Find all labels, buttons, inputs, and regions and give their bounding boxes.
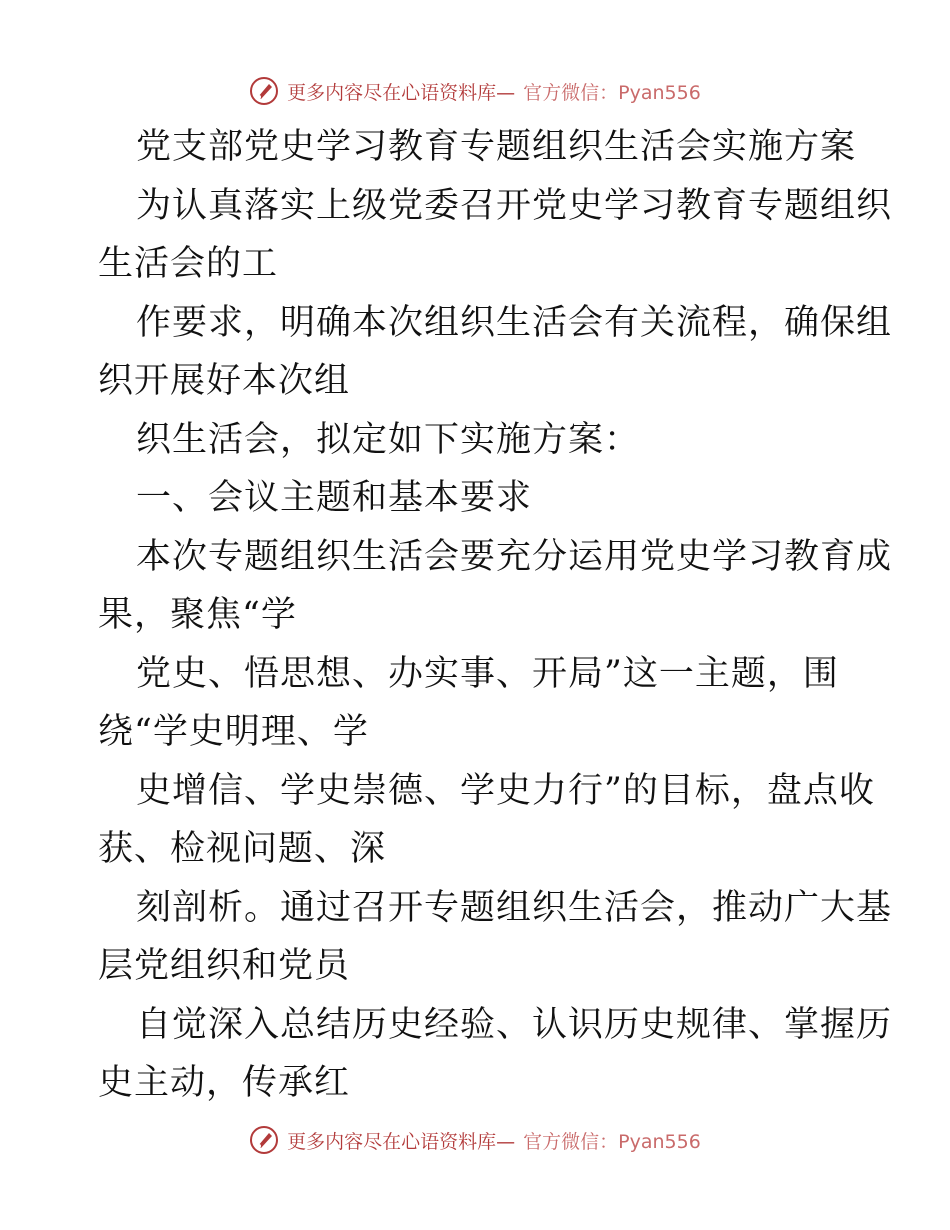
pen-logo-icon bbox=[249, 1125, 279, 1155]
text-line: 本次专题组织生活会要充分运用党史学习教育成 bbox=[136, 536, 893, 577]
text-line: 史增信、学史崇德、学史力行”的目标，盘点收 bbox=[136, 770, 875, 811]
banner-wechat: 官方微信：Pyan556 bbox=[523, 1130, 701, 1153]
text-line: 获、检视问题、深 bbox=[98, 829, 387, 869]
text-line: 自觉深入总结历史经验、认识历史规律、掌握历 bbox=[136, 1004, 893, 1045]
banner-wechat: 官方微信：Pyan556 bbox=[523, 81, 701, 104]
document-body bbox=[98, 118, 893, 1113]
text-line: 党史、悟思想、办实事、开局”这一主题，围 bbox=[136, 653, 839, 694]
text-line: 刻剖析。通过召开专题组织生活会，推动广大基 bbox=[136, 887, 893, 928]
text-line: 织开展好本次组 bbox=[98, 361, 351, 401]
banner-text: 更多内容尽在心语资料库— bbox=[287, 81, 516, 104]
text-line: 绕“学史明理、学 bbox=[98, 712, 369, 752]
pen-logo-icon bbox=[249, 76, 279, 106]
banner-text: 更多内容尽在心语资料库— bbox=[287, 1130, 516, 1153]
footer-banner bbox=[0, 1120, 950, 1160]
header-banner bbox=[0, 71, 950, 111]
text-line: 织生活会，拟定如下实施方案： bbox=[136, 419, 641, 460]
text-line: 史主动，传承红 bbox=[98, 1063, 351, 1103]
section-heading: 一、会议主题和基本要求 bbox=[136, 478, 533, 518]
text-line: 作要求，明确本次组织生活会有关流程，确保组 bbox=[136, 302, 893, 343]
text-line: 层党组织和党员 bbox=[98, 946, 351, 986]
document-title: 党支部党史学习教育专题组织生活会实施方案 bbox=[136, 127, 857, 167]
text-line: 为认真落实上级党委召开党史学习教育专题组织 bbox=[136, 185, 893, 226]
text-line: 果，聚焦“学 bbox=[98, 595, 297, 635]
text-line: 生活会的工 bbox=[98, 244, 279, 284]
